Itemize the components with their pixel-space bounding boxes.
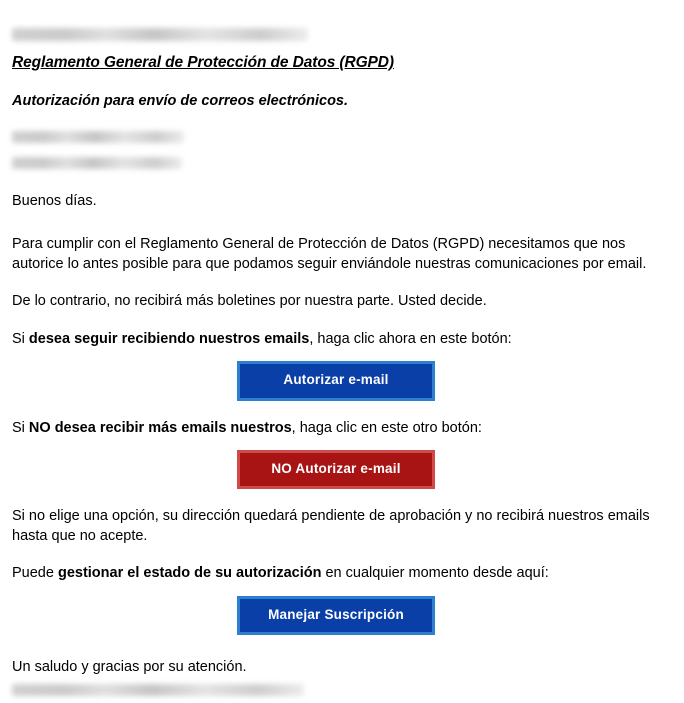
spacer-manage [8,546,674,564]
spacer-optin [8,312,674,330]
redacted-footer-line [12,684,304,696]
deny-email-button[interactable]: NO Autorizar e-mail [237,450,435,489]
manage-button-row [0,596,674,635]
optin-prefix: Si [12,330,29,347]
redacted-recipient-name [12,131,184,143]
spacer-btn-deny [8,438,674,450]
page-subtitle: Autorización para envío de correos electrónicos. [12,92,349,109]
optin-bold: desea seguir recibiendo nuestros emails [28,330,310,347]
manage-suffix: en cualquier momento desde aquí: [321,565,549,582]
paragraph-otherwise: De lo contrario, no recibirá más boletines por nuestra parte. Usted decide. [12,293,487,310]
authorize-email-button[interactable]: Autorizar e-mail [237,361,435,400]
manage-subscription-button[interactable]: Manejar Suscripción [237,596,435,635]
optout-prefix: Si [12,419,29,436]
optout-instruction [12,419,670,439]
optout-suffix: , haga clic en este otro botón: [291,419,482,436]
manage-prefix: Puede [12,565,58,582]
page-title: Reglamento General de Protección de Datos (RGPD) [12,54,394,71]
spacer-para-2 [8,274,674,292]
greeting-text: Buenos días. [12,193,97,210]
deny-button-row [0,450,674,489]
optin-suffix: , haga clic ahora en este botón: [309,330,512,347]
manage-bold: gestionar el estado de su autorización [57,565,322,582]
authorize-button-row [0,361,674,400]
paragraph-rgpd: Para cumplir con el Reglamento General de Protección de Datos (RGPD) necesitamos que nos autorice lo antes posible para que podamos seguir enviándole nuestras comunicaciones por email. [12,236,647,272]
spacer-btn-manage [8,584,674,596]
redacted-header-line [12,28,308,41]
optin-instruction [12,330,670,350]
optout-bold: NO desea recibir más emails nuestros [28,419,292,436]
spacer-pending [8,489,674,507]
pending-notice-text: Si no elige una opción, su dirección quedará pendiente de aprobación y no recibirá nuestros emails hasta que no acepte. [12,508,650,544]
spacer-closing [8,635,674,658]
manage-instruction [12,564,670,584]
spacer-name [8,111,674,131]
spacer-optout [8,401,674,419]
spacer-para-1 [8,212,674,235]
spacer-btn-authorize [8,349,674,361]
closing-text: Un saludo y gracias por su atención. [12,659,247,676]
spacer-top [8,8,674,22]
spacer-footer [8,678,674,684]
redacted-company-name [12,157,182,169]
